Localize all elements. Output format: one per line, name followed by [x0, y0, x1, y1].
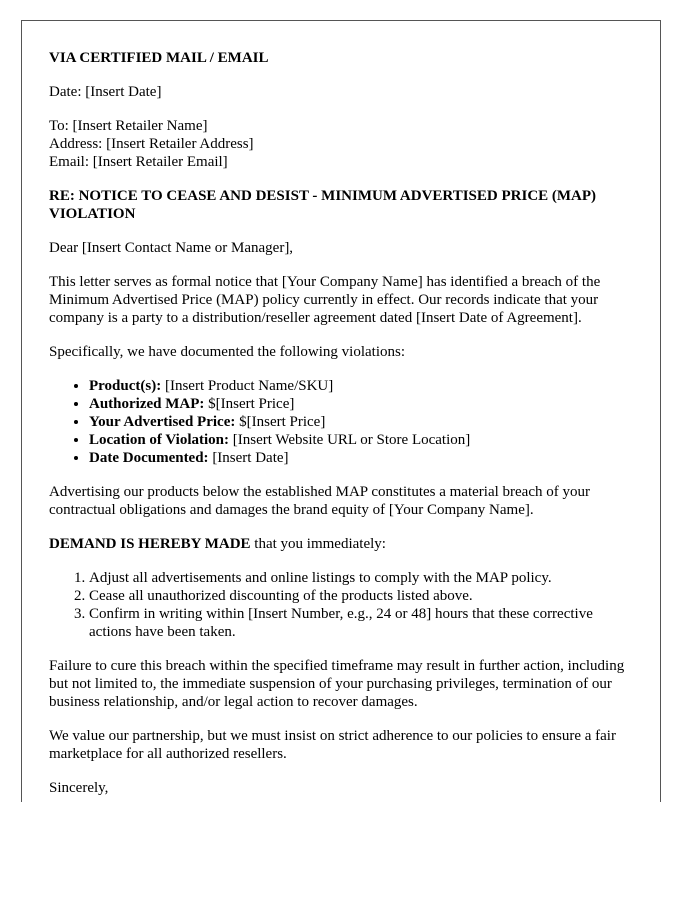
- violation-label: Location of Violation:: [89, 432, 230, 448]
- violation-value: $[Insert Price]: [235, 414, 326, 430]
- signoff: Sincerely,: [49, 780, 109, 796]
- letter-body: [49, 49, 639, 802]
- recipient-name: To: [Insert Retailer Name]: [49, 118, 208, 134]
- violation-label: Product(s):: [89, 378, 162, 394]
- violation-label: Authorized MAP:: [89, 396, 205, 412]
- intro-paragraph: This letter serves as formal notice that [Your Company Name] has identified a breach of the Minimum Advertised Price (MAP) policy currently in effect. Our records indicate that your company is a party to a distribution/reseller agreement dated [Insert Date of Agreement].: [49, 274, 601, 326]
- violation-item: [89, 377, 639, 395]
- recipient-email: Email: [Insert Retailer Email]: [49, 154, 228, 170]
- recipient-block: [49, 117, 639, 171]
- letter-date: Date: [Insert Date]: [49, 84, 162, 100]
- breach-statement: Advertising our products below the established MAP constitutes a material breach of your contractual obligations and damages the brand equity of [Your Company Name].: [49, 484, 590, 518]
- demand-heading: [49, 535, 639, 553]
- violation-value: $[Insert Price]: [204, 396, 295, 412]
- demand-item: 1. Adjust all advertisements and online listings to comply with the MAP policy.: [89, 569, 639, 587]
- violation-value: [Insert Website URL or Store Location]: [229, 432, 471, 448]
- violation-item: [89, 413, 639, 431]
- violations-intro: Specifically, we have documented the following violations:: [49, 344, 406, 360]
- demand-item: 2. Cease all unauthorized discounting of the products listed above.: [89, 587, 639, 605]
- violation-item: [89, 431, 639, 449]
- delivery-method: VIA CERTIFIED MAIL / EMAIL: [49, 50, 269, 66]
- violation-label: Date Documented:: [89, 450, 209, 466]
- recipient-address: Address: [Insert Retailer Address]: [49, 136, 254, 152]
- violation-value: [Insert Date]: [208, 450, 289, 466]
- violation-item: [89, 449, 639, 467]
- demand-rest: that you immediately:: [250, 536, 386, 552]
- violation-label: Your Advertised Price:: [89, 414, 236, 430]
- violation-value: [Insert Product Name/SKU]: [161, 378, 334, 394]
- demand-bold: DEMAND IS HEREBY MADE: [49, 536, 251, 552]
- closing-paragraph: We value our partnership, but we must insist on strict adherence to our policies to ensure a fair marketplace for all authorized resellers.: [49, 728, 616, 762]
- salutation: Dear [Insert Contact Name or Manager],: [49, 240, 294, 256]
- subject-line: RE: NOTICE TO CEASE AND DESIST - MINIMUM ADVERTISED PRICE (MAP) VIOLATION: [49, 188, 597, 222]
- violation-item: [89, 395, 639, 413]
- demands-list: [49, 569, 639, 641]
- consequences-paragraph: Failure to cure this breach within the specified timeframe may result in further action, including but not limited to, the immediate suspension of your purchasing privileges, termination of our business relationship, and/or legal action to recover damages.: [49, 658, 625, 710]
- demand-item: 3. Confirm in writing within [Insert Number, e.g., 24 or 48] hours that these corrective actions have been taken.: [89, 605, 639, 641]
- letter-page: [21, 20, 661, 802]
- violations-list: [49, 377, 639, 467]
